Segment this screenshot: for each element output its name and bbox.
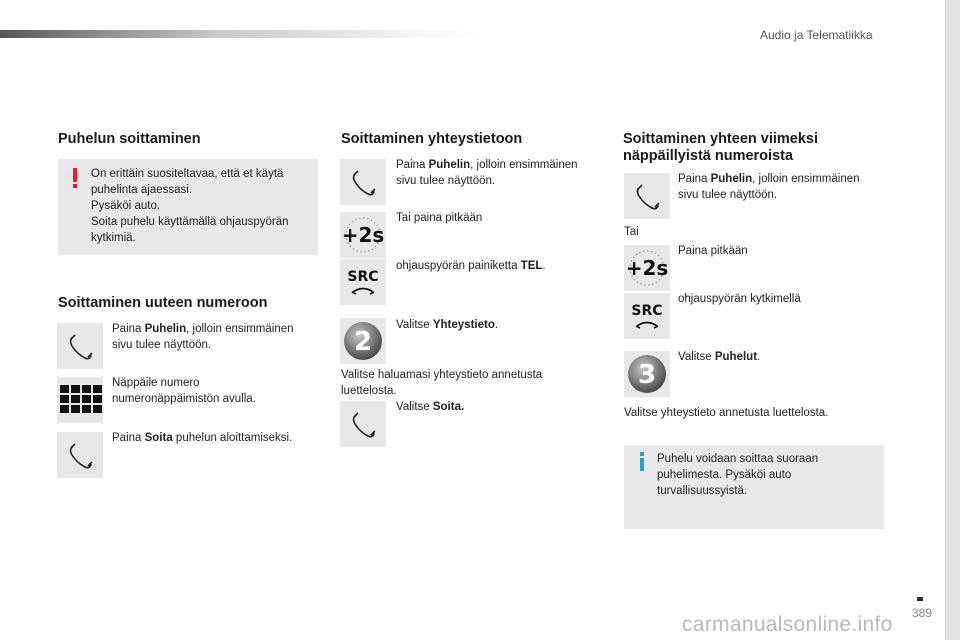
keypad-icon: [57, 377, 103, 423]
src-phone-icon: [624, 293, 670, 339]
phone-icon: [57, 432, 103, 478]
warning-icon: [68, 167, 82, 189]
text-fragment: .: [494, 319, 499, 331]
text-line: luettelosta.: [341, 385, 397, 397]
step-select-calls: [678, 349, 878, 365]
section-title-recent: [623, 131, 923, 165]
step-press-call: [112, 430, 322, 446]
title-line: Soittaminen yhteen viimeksi: [623, 131, 819, 147]
text-fragment: ohjauspyörän painiketta: [396, 260, 521, 272]
info-line: turvallisuussyistä.: [657, 485, 748, 497]
section-title-call: Puhelun soittaminen: [58, 131, 201, 147]
info-line: Puhelu voidaan soittaa suoraan: [657, 453, 819, 465]
phone-icon-box: [340, 159, 386, 205]
phone-icon-box: [57, 432, 103, 478]
warning-line: On erittäin suositeltavaa, että et käytä: [91, 168, 284, 180]
watermark: carmanualsonline.info: [682, 613, 893, 636]
text-fragment: Paina: [112, 323, 145, 335]
text-fragment: puhelun aloittamiseksi.: [172, 432, 293, 444]
text-line: numeronäppäimistön avulla.: [112, 393, 256, 405]
title-line: näppäillyistä numeroista: [623, 148, 794, 164]
page-edge-strip: [945, 0, 960, 640]
text-fragment: .: [757, 351, 761, 363]
step-steering-switch: ohjauspyörän kytkimellä: [678, 293, 801, 305]
long-press-icon-box: [624, 245, 670, 291]
step-press-phone: [112, 321, 312, 353]
step-select-from-list: Valitse yhteystieto annetusta luettelosta.: [624, 407, 829, 419]
or-label: Tai: [624, 226, 639, 238]
long-press-icon: [624, 245, 670, 291]
src-label: SRC: [347, 269, 379, 285]
text-line: sivu tulee näyttöön.: [112, 339, 212, 351]
long-press-icon: [340, 212, 386, 258]
src-label: SRC: [631, 303, 663, 319]
warning-line: puhelinta ajaessasi.: [91, 184, 193, 196]
src-phone-icon: [340, 259, 386, 305]
step-steering-tel: [396, 258, 596, 274]
info-text: [657, 451, 877, 499]
text-fragment: Paina: [678, 173, 711, 185]
phone-icon: [340, 159, 386, 205]
src-icon-box: [340, 259, 386, 305]
text-fragment: Valitse: [396, 401, 433, 413]
chapter-title: Audio ja Telematiikka: [760, 28, 873, 42]
text-fragment: Paina: [112, 432, 145, 444]
phone-icon-box: [624, 173, 670, 219]
warning-text: [91, 166, 315, 246]
warning-line: Soita puhelu käyttämällä ohjauspyörän: [91, 216, 289, 228]
step-press-phone: [678, 171, 888, 203]
bold-term: Soita: [144, 432, 173, 444]
warning-line: Pysäköi auto.: [91, 200, 161, 212]
phone-icon: [57, 323, 103, 369]
text-fragment: , jolloin ensimmäinen: [470, 159, 578, 171]
text-line: sivu tulee näyttöön.: [678, 189, 778, 201]
long-press-icon-box: [340, 212, 386, 258]
bold-term: TEL: [520, 260, 543, 272]
bold-term: Puhelin: [428, 159, 471, 171]
bold-term: Soita.: [432, 401, 465, 413]
text-fragment: Valitse: [678, 351, 715, 363]
text-line: Näppäile numero: [112, 377, 200, 389]
text-line: sivu tulee näyttöön.: [396, 175, 496, 187]
text-fragment: Valitse: [396, 319, 433, 331]
badge-number: 3: [637, 360, 657, 390]
step-select-from-list: [341, 367, 581, 399]
keypad-icon-box: [57, 377, 103, 423]
section-title-contact: Soittaminen yhteystietoon: [341, 131, 523, 147]
section-title-new-number: Soittaminen uuteen numeroon: [58, 295, 268, 311]
phone-icon: [340, 401, 386, 447]
bold-term: Puhelin: [144, 323, 187, 335]
step-enter-number: [112, 375, 312, 407]
text-line: Valitse haluamasi yhteystieto annetusta: [341, 369, 543, 381]
info-line: puhelimesta. Pysäköi auto: [657, 469, 792, 481]
bold-term: Yhteystieto: [432, 319, 495, 331]
header-bar: [0, 30, 480, 38]
text-fragment: , jolloin ensimmäinen: [186, 323, 294, 335]
step-long-press: Paina pitkään: [678, 245, 748, 257]
text-fragment: , jolloin ensimmäinen: [752, 173, 860, 185]
warning-line: kytkimiä.: [91, 232, 136, 244]
text-fragment: .: [542, 260, 546, 272]
step-select-call: [396, 399, 596, 415]
long-press-label: +2s: [625, 256, 669, 280]
step-badge-box: [340, 318, 386, 364]
step-select-contact: [396, 317, 596, 333]
page-marker: [917, 597, 923, 601]
bold-term: Puhelut: [714, 351, 758, 363]
badge-number: 2: [353, 327, 373, 357]
text-fragment: Paina: [396, 159, 429, 171]
step-badge-box: [624, 351, 670, 397]
long-press-label: +2s: [341, 223, 385, 247]
page-number: 389: [912, 606, 933, 620]
bold-term: Puhelin: [710, 173, 753, 185]
phone-icon-box: [57, 323, 103, 369]
info-icon: [636, 452, 648, 472]
phone-icon: [624, 173, 670, 219]
step-long-press: Tai paina pitkään: [396, 212, 483, 224]
step-number-badge: [340, 318, 386, 364]
step-press-phone: [396, 157, 596, 189]
step-number-badge: [624, 351, 670, 397]
phone-icon-box: [340, 401, 386, 447]
src-icon-box: [624, 293, 670, 339]
